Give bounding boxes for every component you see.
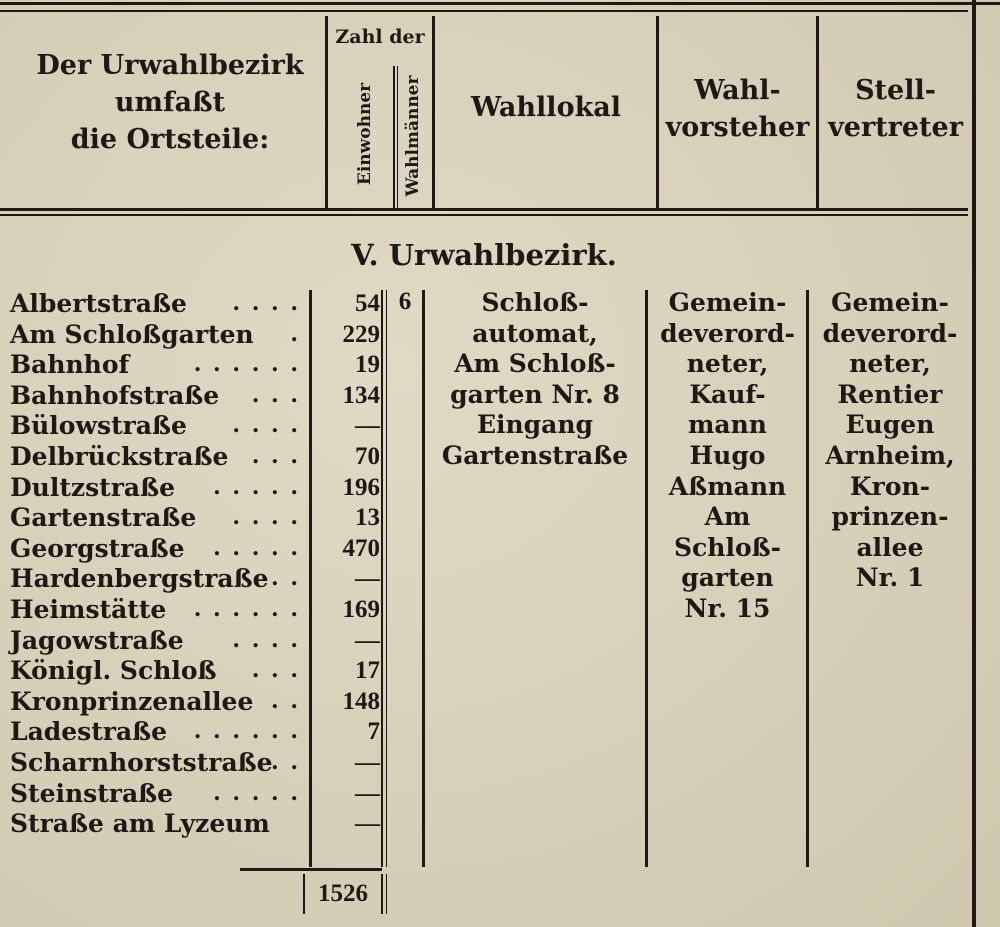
einwohner-count: 148 bbox=[342, 687, 380, 715]
einwohner-count: — bbox=[355, 565, 380, 593]
einwohner-count: 470 bbox=[342, 534, 380, 562]
body-divider-einwohner bbox=[381, 290, 383, 867]
header-col-ortsteile-line3: die Ortsteile: bbox=[70, 124, 270, 155]
header-divider-1 bbox=[325, 16, 328, 211]
street-name: Gartenstraße bbox=[10, 503, 197, 533]
sum-rule bbox=[240, 868, 382, 871]
total-box-left bbox=[303, 874, 305, 914]
top-rule bbox=[0, 2, 1000, 5]
table-row bbox=[10, 533, 380, 564]
stellvertreter-line: allee bbox=[856, 532, 924, 562]
leader-dots: . . . . . . bbox=[193, 351, 300, 378]
header-divider-2 bbox=[432, 16, 435, 211]
wahlvorsteher-line: Hugo bbox=[689, 440, 766, 470]
header-stellvertreter-line1: Stell- bbox=[855, 75, 936, 106]
leader-dots: . . bbox=[271, 565, 300, 592]
stellvertreter-line: Eugen bbox=[845, 410, 935, 440]
body-divider-3 bbox=[645, 290, 648, 867]
right-border bbox=[972, 0, 976, 927]
wahlmaenner-value: 6 bbox=[398, 288, 412, 315]
einwohner-count: — bbox=[355, 779, 380, 807]
street-name: Bülowstraße bbox=[10, 411, 187, 441]
table-row bbox=[10, 410, 380, 441]
wahlvorsteher-line: Gemein- bbox=[668, 288, 787, 317]
total-box-right bbox=[381, 874, 383, 914]
stellvertreter-line: Nr. 1 bbox=[855, 563, 925, 593]
wahllokal-line: Gartenstraße bbox=[441, 440, 629, 470]
table-row bbox=[10, 380, 380, 411]
table-row bbox=[10, 686, 380, 717]
leader-dots: . . . . . . bbox=[193, 596, 300, 622]
einwohner-count: 70 bbox=[355, 443, 380, 470]
table-row bbox=[10, 625, 380, 656]
leader-dots: . . . . bbox=[232, 412, 300, 439]
header-divider-einwohner-b bbox=[397, 66, 398, 211]
wahlvorsteher-line: Am bbox=[704, 502, 751, 532]
table-row bbox=[10, 594, 380, 625]
total-value: 1526 bbox=[318, 880, 368, 907]
street-name: Hardenbergstraße bbox=[10, 564, 269, 594]
stellvertreter-line: neter, bbox=[849, 349, 931, 379]
header-col-ortsteile-line2: umfaßt bbox=[114, 87, 226, 118]
street-name: Ladestraße bbox=[10, 717, 168, 747]
street-name: Bahnhofstraße bbox=[10, 380, 220, 410]
header-stellvertreter bbox=[819, 72, 972, 146]
header-zahl-der: Zahl der bbox=[335, 26, 425, 48]
section-title: V. Urwahlbezirk. bbox=[351, 238, 617, 272]
table-row bbox=[10, 441, 380, 472]
header-col-ortsteile bbox=[20, 47, 320, 158]
street-name: Scharnhorststraße bbox=[10, 748, 273, 777]
table-row bbox=[10, 747, 380, 778]
leader-dots: . . bbox=[271, 749, 300, 775]
street-name: Jagowstraße bbox=[10, 625, 184, 655]
table-row bbox=[10, 563, 380, 594]
header-bottom-rule-2 bbox=[0, 214, 968, 216]
leader-dots: . . . . . bbox=[213, 473, 300, 500]
leader-dots: . . . . . bbox=[213, 779, 300, 806]
wahlvorsteher-line: garten bbox=[681, 563, 774, 593]
table-row bbox=[10, 655, 380, 686]
leader-dots: . bbox=[290, 320, 300, 347]
leader-dots: . . . . . bbox=[213, 534, 300, 561]
header-wahlvorsteher bbox=[659, 72, 816, 146]
wahlvorsteher-line: Schloß- bbox=[674, 532, 781, 562]
wahlvorsteher-line: Aßmann bbox=[668, 471, 787, 501]
einwohner-count: 134 bbox=[342, 381, 380, 409]
einwohner-count: 169 bbox=[342, 596, 380, 623]
header-col-ortsteile-line1: Der Urwahlbezirk bbox=[36, 50, 304, 81]
leader-dots: . . . bbox=[251, 443, 300, 469]
wahllokal-block bbox=[426, 288, 644, 472]
wahllokal-line: Eingang bbox=[476, 410, 594, 440]
leader-dots: . . . . bbox=[232, 626, 300, 653]
table-row bbox=[10, 502, 380, 533]
top-rule-2 bbox=[0, 10, 968, 12]
table-row bbox=[10, 778, 380, 809]
body-divider-einwohner-b bbox=[386, 290, 387, 867]
einwohner-count: 19 bbox=[355, 351, 380, 379]
header-stellvertreter-line2: vertreter bbox=[828, 112, 963, 143]
leader-dots: . . bbox=[271, 687, 300, 714]
wahlvorsteher-line: mann bbox=[687, 410, 767, 440]
table-row bbox=[10, 808, 380, 839]
street-name: Am Schloßgarten bbox=[10, 319, 254, 349]
wahlvorsteher-line: neter, bbox=[686, 349, 769, 379]
wahlvorsteher-block bbox=[649, 288, 806, 625]
leader-dots: . . . bbox=[251, 657, 300, 684]
street-name: Bahnhof bbox=[10, 350, 130, 380]
einwohner-count: 17 bbox=[355, 657, 380, 685]
header-bottom-rule bbox=[0, 208, 968, 211]
leader-dots: . . . . . . bbox=[193, 718, 300, 745]
stellvertreter-line: deverord- bbox=[822, 318, 958, 348]
einwohner-count: — bbox=[355, 810, 380, 838]
header-wahlvorsteher-line1: Wahl- bbox=[694, 75, 781, 106]
leader-dots: . . . bbox=[251, 381, 300, 408]
wahllokal-line: Schloß- bbox=[481, 288, 589, 317]
street-name: Dultzstraße bbox=[10, 472, 175, 502]
total-box-right-b bbox=[386, 874, 387, 914]
wahllokal-line: Am Schloß- bbox=[454, 349, 616, 379]
einwohner-count: 196 bbox=[342, 473, 380, 501]
einwohner-count: 13 bbox=[355, 504, 380, 532]
table-row bbox=[10, 472, 380, 503]
table-row bbox=[10, 288, 380, 319]
stellvertreter-line: Gemein- bbox=[831, 288, 949, 317]
wahlvorsteher-line: deverord- bbox=[660, 318, 795, 348]
table-row bbox=[10, 716, 380, 747]
einwohner-count: — bbox=[355, 412, 380, 440]
stellvertreter-line: Arnheim, bbox=[825, 440, 955, 470]
stellvertreter-block bbox=[810, 288, 970, 594]
street-name: Georgstraße bbox=[10, 533, 185, 563]
header-wahllokal: Wahllokal bbox=[470, 92, 622, 123]
wahllokal-line: garten Nr. 8 bbox=[450, 379, 620, 409]
wahllokal-line: automat, bbox=[472, 318, 598, 348]
leader-dots: . . . . bbox=[232, 504, 300, 531]
street-name: Kronprinzenallee bbox=[10, 686, 254, 716]
body-divider-2 bbox=[422, 290, 425, 867]
einwohner-count: 7 bbox=[367, 718, 380, 746]
wahlvorsteher-line: Nr. 15 bbox=[684, 593, 771, 623]
leader-dots: . . . . bbox=[232, 290, 300, 316]
header-wahlmaenner: Wahlmänner bbox=[403, 75, 423, 197]
body-divider-4 bbox=[806, 290, 809, 867]
table-row bbox=[10, 349, 380, 380]
header-divider-einwohner bbox=[393, 66, 395, 211]
header-einwohner: Einwohner bbox=[355, 82, 375, 186]
stellvertreter-line: Rentier bbox=[837, 379, 943, 409]
einwohner-count: — bbox=[355, 749, 380, 776]
wahlvorsteher-line: Kauf- bbox=[689, 379, 766, 409]
stellvertreter-line: Kron- bbox=[849, 471, 931, 501]
stellvertreter-line: prinzen- bbox=[831, 502, 949, 532]
header-wahlvorsteher-line2: vorsteher bbox=[665, 112, 810, 143]
street-name: Heimstätte bbox=[10, 595, 167, 624]
street-name: Steinstraße bbox=[10, 778, 174, 808]
einwohner-count: — bbox=[355, 626, 380, 654]
einwohner-count: 229 bbox=[342, 320, 380, 348]
street-name: Straße am Lyzeum bbox=[10, 809, 270, 839]
street-name: Königl. Schloß bbox=[10, 656, 217, 686]
einwohner-count: 54 bbox=[355, 290, 380, 317]
street-name: Delbrückstraße bbox=[10, 442, 229, 471]
table-row bbox=[10, 319, 380, 350]
street-name: Albertstraße bbox=[10, 289, 187, 318]
